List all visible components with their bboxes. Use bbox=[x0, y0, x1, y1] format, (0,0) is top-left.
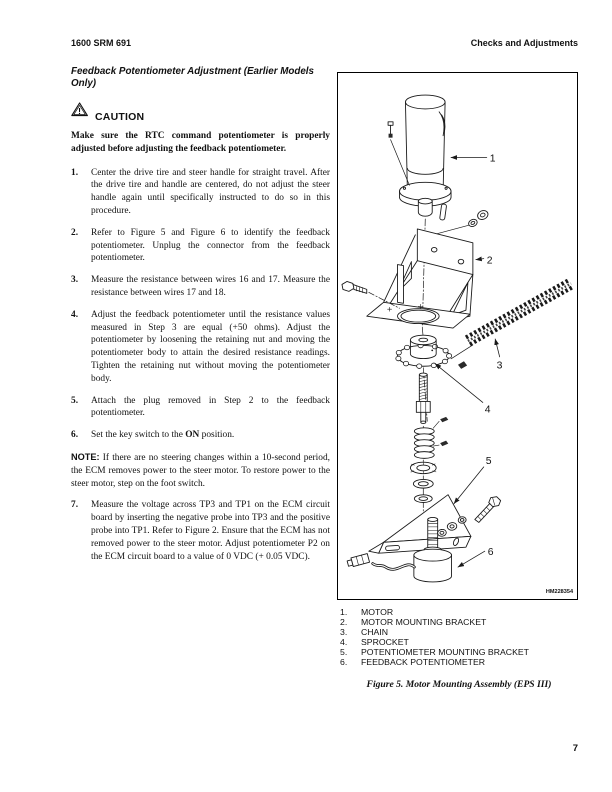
threaded-stud bbox=[416, 373, 430, 423]
cable-connector bbox=[347, 554, 370, 568]
step-text-post: position. bbox=[199, 430, 235, 441]
spring-part bbox=[414, 417, 448, 459]
legend-number: 4. bbox=[340, 637, 348, 647]
figure-watermark: HM228354 bbox=[545, 588, 574, 595]
step-text-emphasis: ON bbox=[185, 430, 200, 441]
callout-2: 2 bbox=[486, 255, 493, 267]
header-doc-id: 1600 SRM 691 bbox=[71, 38, 132, 48]
legend-item-6 bbox=[340, 657, 588, 667]
callout-1: 1 bbox=[489, 153, 496, 165]
step-number: 2. bbox=[71, 227, 79, 238]
step-text: Measure the resistance between wires 16 and 17. Measure the resistance between wires 17 and 18. bbox=[91, 275, 330, 298]
legend-label: MOTOR bbox=[361, 607, 394, 617]
figure-legend bbox=[340, 607, 588, 667]
callout-4: 4 bbox=[484, 404, 491, 416]
exploded-view-drawing bbox=[338, 73, 577, 599]
page-number: 7 bbox=[572, 743, 578, 754]
legend-item-2 bbox=[340, 617, 588, 627]
step-text: Adjust the feedback potentiometer until the resistance values measured in Step 3 are equal (+50 ohms). Adjust the potentiometer by loosening the retaining nut and moving the potentiometer body to attain the desired resistance readings. Tighten the retaining nut without moving the potentiometer body. bbox=[91, 309, 330, 384]
hex-bolt-right bbox=[475, 497, 501, 523]
washer-and-nut bbox=[429, 209, 489, 236]
step-text: Measure the voltage across TP3 and TP1 on the ECM circuit board by inserting the negative probe into TP3 and the positive probe into TP1. Refer to Figure 2. Ensure that the ECM has not removed power to the steer motor. Adjust potentiometer P2 on the ECM circuit board to a value of 0 VDC (+ 0.05 VDC). bbox=[91, 500, 330, 562]
step-number: 5. bbox=[71, 395, 79, 406]
step-number: 1. bbox=[71, 167, 79, 178]
callout-6: 6 bbox=[487, 547, 494, 559]
section-heading: Feedback Potentiometer Adjustment (Earlier Models Only) bbox=[71, 66, 314, 89]
figure-caption: Figure 5. Motor Mounting Assembly (EPS III) bbox=[366, 679, 552, 690]
header-chapter: Checks and Adjustments bbox=[470, 38, 578, 48]
step-5 bbox=[71, 395, 330, 421]
step-text: Refer to Figure 5 and Figure 6 to identify the feedback potentiometer. Unplug the connector from the feedback potentiometer. bbox=[91, 227, 330, 264]
legend-item-3 bbox=[340, 627, 588, 637]
step-text-pre: Set the key switch to the bbox=[91, 430, 186, 441]
step-1 bbox=[71, 167, 330, 218]
legend-label: SPROCKET bbox=[361, 637, 409, 647]
figure-5-motor-mounting-assembly bbox=[337, 72, 578, 600]
legend-number: 3. bbox=[340, 627, 348, 637]
legend-label: MOTOR MOUNTING BRACKET bbox=[361, 617, 487, 627]
step-number: 7. bbox=[71, 500, 79, 511]
step-number: 4. bbox=[71, 309, 79, 320]
legend-number: 2. bbox=[340, 617, 348, 627]
caution-label: CAUTION bbox=[95, 111, 145, 123]
caution-header bbox=[71, 102, 330, 123]
callout-5: 5 bbox=[485, 455, 492, 467]
caution-exclamation: ! bbox=[78, 106, 82, 117]
note-label: NOTE: bbox=[71, 451, 100, 462]
motor-part bbox=[399, 95, 451, 220]
step-4 bbox=[71, 309, 330, 386]
legend-item-4 bbox=[340, 637, 588, 647]
set-screw bbox=[458, 361, 467, 369]
text-column bbox=[71, 66, 330, 572]
motor-mounting-bracket-part bbox=[367, 229, 473, 328]
caution-text: Make sure the RTC command potentiometer is properly adjusted before adjusting the feedback potentiometer. bbox=[71, 131, 330, 154]
note-paragraph bbox=[71, 451, 330, 490]
step-text bbox=[91, 429, 330, 442]
step-number: 6. bbox=[71, 430, 79, 441]
warning-triangle-icon bbox=[71, 102, 89, 123]
step-6 bbox=[71, 429, 330, 442]
legend-label: CHAIN bbox=[361, 627, 389, 637]
legend-item-1 bbox=[340, 607, 588, 617]
legend-label: POTENTIOMETER MOUNTING BRACKET bbox=[361, 647, 529, 657]
step-number: 3. bbox=[71, 275, 79, 286]
legend-number: 6. bbox=[340, 657, 348, 667]
shaft-key bbox=[440, 204, 447, 220]
bearing-and-washers bbox=[410, 462, 436, 502]
sprocket-part bbox=[396, 335, 467, 369]
note-text: If there are no steering changes within a 10-second period, the ECM removes power to the steer motor. To restore power to the steer motor, step on the foot switch. bbox=[71, 452, 330, 489]
legend-number: 5. bbox=[340, 647, 348, 657]
step-7 bbox=[71, 499, 330, 563]
step-text: Attach the plug removed in Step 2 to the feedback potentiometer. bbox=[91, 395, 330, 419]
legend-number: 1. bbox=[340, 607, 348, 617]
step-text: Center the drive tire and steer handle for straight travel. After the drive tire and handle are centered, do not adjust the steer handle again until specifically instructed to do so in this procedure. bbox=[91, 167, 330, 216]
step-3 bbox=[71, 274, 330, 300]
step-2 bbox=[71, 227, 330, 265]
legend-item-5 bbox=[340, 647, 588, 657]
legend-label: FEEDBACK POTENTIOMETER bbox=[361, 657, 486, 667]
callout-3: 3 bbox=[496, 360, 503, 372]
